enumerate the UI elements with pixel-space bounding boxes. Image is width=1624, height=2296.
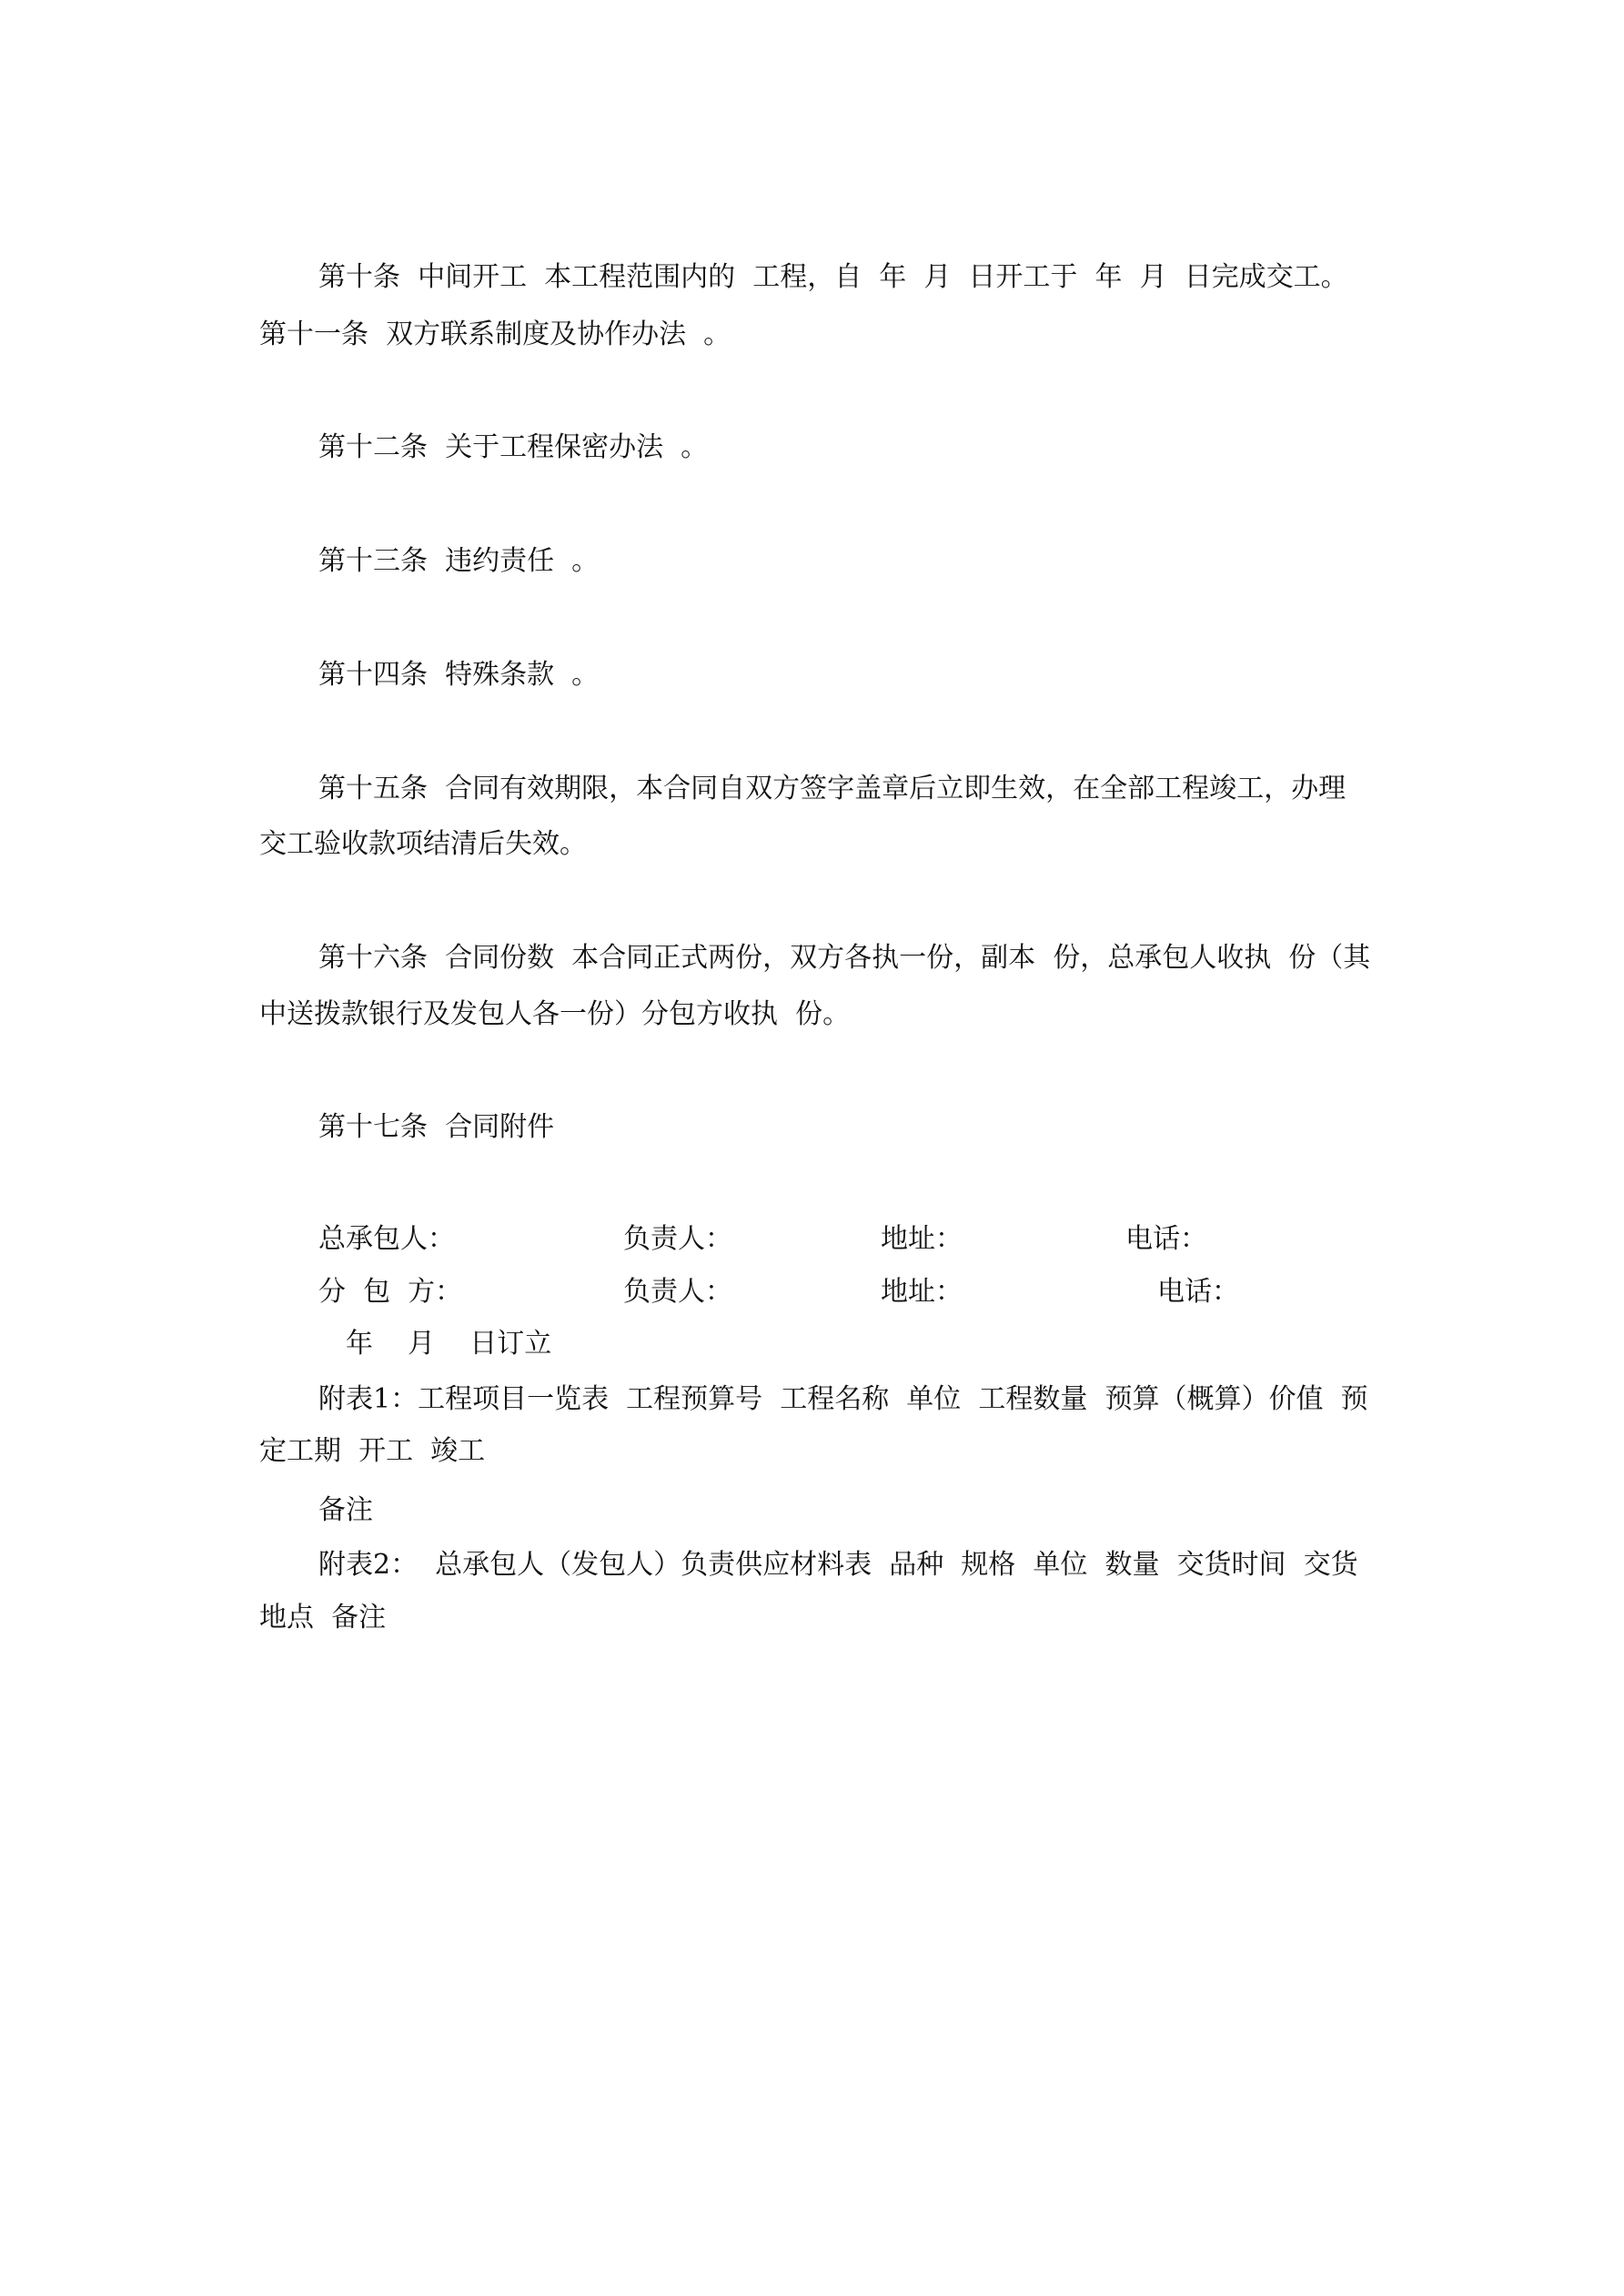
article-16-line-1: 第十六条 合同份数 本合同正式两份，双方各执一份，副本 份，总承包人收执 份（其 xyxy=(318,942,1371,974)
article-10: 第十条 中间开工 本工程范围内的 工程，自 年 月 日开工于 年 月 日完成交工。 xyxy=(318,261,1348,293)
subcontractor-label: 分 包 方： xyxy=(318,1276,463,1308)
article-17: 第十七条 合同附件 xyxy=(318,1111,555,1143)
article-11: 第十一条 双方联系制度及协作办法 。 xyxy=(259,319,731,350)
article-14: 第十四条 特殊条款 。 xyxy=(318,659,600,691)
address-label: 地址： xyxy=(881,1276,963,1308)
article-13: 第十三条 违约责任 。 xyxy=(318,545,600,577)
address-label: 地址： xyxy=(881,1223,963,1255)
article-15-line-2: 交工验收款项结清后失效。 xyxy=(259,828,587,860)
article-12: 第十二条 关于工程保密办法 。 xyxy=(318,431,709,463)
responsible-person-label: 负责人： xyxy=(623,1276,732,1308)
general-contractor-label: 总承包人： xyxy=(318,1223,455,1255)
article-15-line-1: 第十五条 合同有效期限，本合同自双方签字盖章后立即生效，在全部工程竣工，办理 xyxy=(318,773,1347,804)
appendix-1-line-3: 备注 xyxy=(318,1494,373,1526)
appendix-1-line-1: 附表1：工程项目一览表 工程预算号 工程名称 单位 工程数量 预算（概算）价值 预 xyxy=(318,1383,1368,1415)
signing-date: 年 月 日订立 xyxy=(346,1328,552,1360)
phone-label: 电话： xyxy=(1125,1223,1207,1255)
phone-label: 电话： xyxy=(1157,1276,1239,1308)
appendix-1-line-2: 定工期 开工 竣工 xyxy=(259,1435,486,1467)
responsible-person-label: 负责人： xyxy=(623,1223,732,1255)
appendix-2-line-2: 地点 备注 xyxy=(259,1602,387,1633)
article-16-line-2: 中送拨款银行及发包人各一份）分包方收执 份。 xyxy=(259,998,851,1030)
appendix-2-line-1: 附表2： 总承包人（发包人）负责供应材料表 品种 规格 单位 数量 交货时间 交货 xyxy=(318,1549,1358,1581)
